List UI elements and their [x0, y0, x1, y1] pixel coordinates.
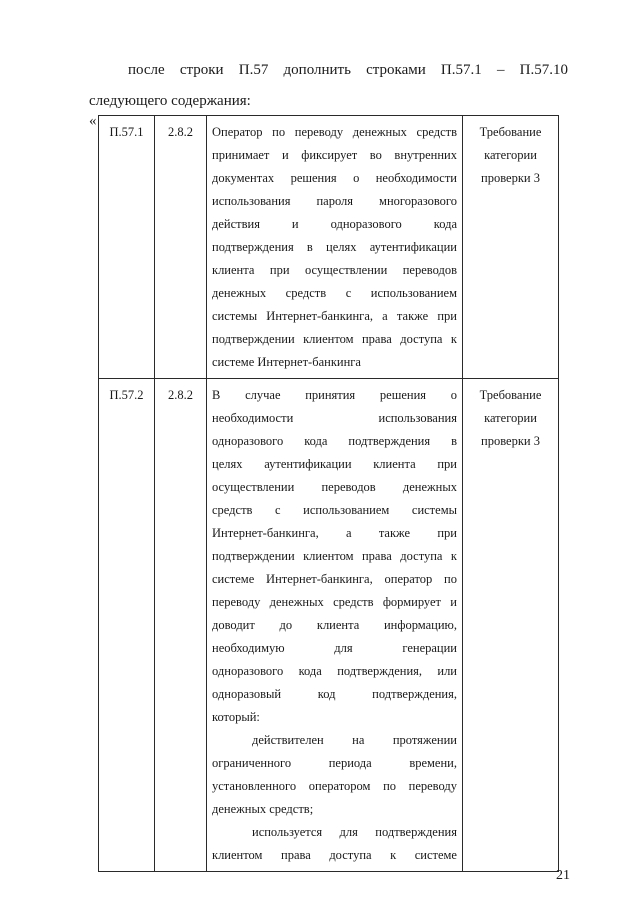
description-line: Оператор по переводу денежных средств	[212, 125, 457, 139]
item-number-cell: П.57.2	[99, 379, 155, 872]
description-line: документах решения о необходимости	[212, 171, 457, 185]
description-line: одноразового кода подтверждения, или	[212, 664, 457, 678]
reference-cell: 2.8.2	[155, 116, 207, 379]
table-row	[99, 379, 559, 872]
description-line: одноразового кода подтверждения в	[212, 434, 457, 448]
description-line: ограниченного периода времени,	[212, 756, 457, 770]
description-line: действия и одноразового кода	[212, 217, 457, 231]
description-line: клиента при осуществлении переводов	[212, 263, 457, 277]
opening-quote-mark: «	[89, 113, 97, 129]
description-line: доводит до клиента информацию,	[212, 618, 457, 632]
intro-word: –	[496, 62, 505, 78]
description-line: одноразовый код подтверждения,	[212, 687, 457, 701]
intro-word: строками	[366, 62, 426, 78]
description-line: Интернет-банкинга, а также при	[212, 526, 457, 540]
requirements-table	[98, 115, 559, 872]
description-line: системе Интернет-банкинга, оператор по	[212, 572, 457, 586]
description-line: В случае принятия решения о	[212, 388, 457, 402]
requirement-line: проверки 3	[481, 434, 540, 448]
requirement-cell	[463, 379, 559, 872]
requirement-line: категории	[484, 411, 537, 425]
description-line: действителен на протяжении	[252, 733, 457, 747]
description-line: системе Интернет-банкинга	[212, 355, 361, 369]
description-line: установленного оператором по переводу	[212, 779, 457, 793]
description-line: денежных средств с использованием	[212, 286, 457, 300]
table-body	[99, 116, 559, 872]
description-line: используется для подтверждения	[252, 825, 457, 839]
intro-word: строки	[179, 62, 224, 78]
item-number-cell: П.57.1	[99, 116, 155, 379]
description-line: необходимости использования	[212, 411, 457, 425]
table-row	[99, 116, 559, 379]
description-line: системы Интернет-банкинга, а также при	[212, 309, 457, 323]
intro-line-1	[128, 62, 568, 79]
description-line: денежных средств;	[212, 802, 314, 816]
intro-word: дополнить	[283, 62, 351, 78]
page-number: 21	[556, 868, 570, 883]
description-line: клиентом права доступа к системе	[212, 848, 457, 862]
requirement-line: Требование	[479, 125, 542, 139]
requirement-line: проверки 3	[481, 171, 540, 185]
description-line: переводу денежных средств формирует и	[212, 595, 457, 609]
description-line: подтверждения в целях аутентификации	[212, 240, 457, 254]
description-line: осуществлении переводов денежных	[212, 480, 457, 494]
description-cell	[207, 116, 463, 379]
description-line: использования пароля многоразового	[212, 194, 457, 208]
description-cell	[207, 379, 463, 872]
description-line: принимает и фиксирует во внутренних	[212, 148, 457, 162]
description-line: подтверждении клиентом права доступа к	[212, 549, 457, 563]
intro-word: П.57.1	[440, 62, 482, 78]
description-line: подтверждении клиентом права доступа к	[212, 332, 457, 346]
description-line: целях аутентификации клиента при	[212, 457, 457, 471]
intro-line-2: следующего содержания:	[89, 93, 251, 109]
intro-word: П.57.10	[519, 62, 568, 78]
intro-word: П.57	[238, 62, 269, 78]
requirement-line: Требование	[479, 388, 542, 402]
requirement-line: категории	[484, 148, 537, 162]
description-line: средств с использованием системы	[212, 503, 457, 517]
description-line: который:	[212, 710, 260, 724]
intro-word: после	[128, 62, 165, 78]
requirement-cell	[463, 116, 559, 379]
description-line: необходимую для генерации	[212, 641, 457, 655]
reference-cell: 2.8.2	[155, 379, 207, 872]
